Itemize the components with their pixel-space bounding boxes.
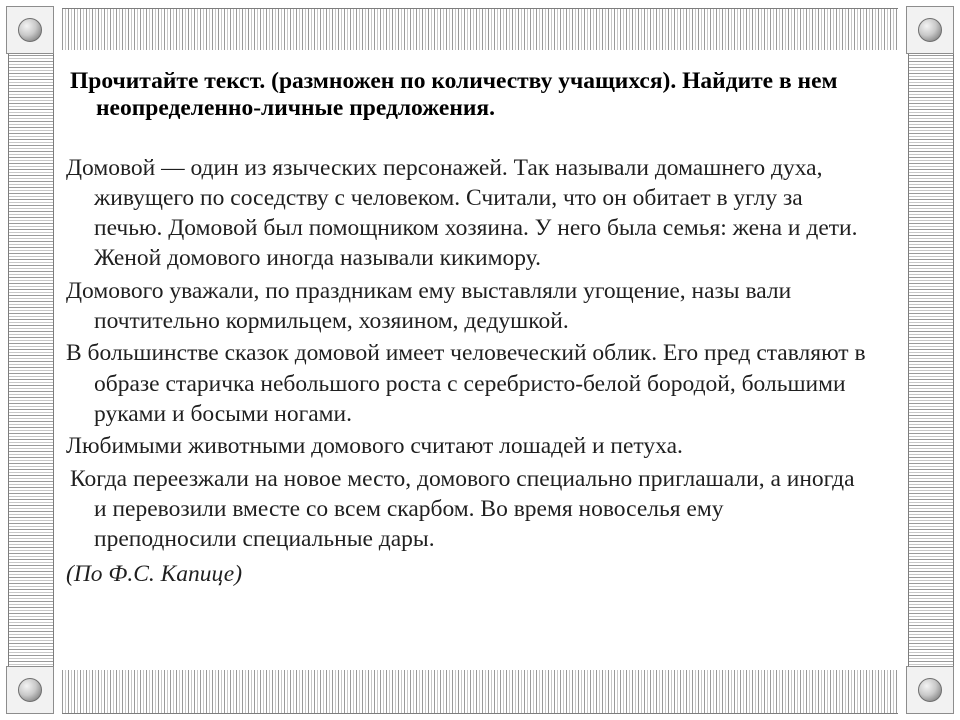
paragraph: Любимыми животными домового считают лошадей и петуха.: [66, 433, 683, 460]
corner-plate-top-left: [6, 6, 54, 54]
rivet-icon: [918, 18, 942, 42]
rivet-icon: [18, 678, 42, 702]
rivet-icon: [18, 18, 42, 42]
slide-title-line-2: в нем неопределенно-личные предложения.: [96, 68, 838, 122]
corner-plate-bottom-right: [906, 666, 954, 714]
frame-right-border: [908, 52, 954, 668]
paragraph: Когда переезжали на новое место, домового специально приглашали, а иногда и перевозили вместе со всем скарбом. Во время новоселья ему преподносили специальные дары.: [70, 465, 855, 553]
paragraph: В большинстве сказок домовой имеет человеческий облик. Его пред ставляют в образе старичка небольшого роста с серебристо-белой бородой, большими руками и босыми ногами.: [66, 340, 866, 427]
source-attribution: (По Ф.С. Капице): [66, 560, 243, 587]
paragraph: Домовой — один из языческих персонажей. Так называли домашнего духа, живущего по соседству с человеком. Считали, что он обитает в углу за печью. Домовой был помощником хозяина. У него была семья: жена и дети. Женой домового иногда называли кикимору.: [66, 154, 858, 272]
slide-title-line-1: Прочитайте текст. (размножен по количеству учащихся). Найдите: [70, 68, 774, 94]
rivet-icon: [918, 678, 942, 702]
frame-bottom-border: [62, 668, 898, 714]
slide-title: [70, 68, 870, 123]
paragraph: Домового уважали, по праздникам ему выставляли угощение, назы вали почтительно кормильцем, хозяином, дедушкой.: [66, 277, 792, 335]
slide-content: [56, 50, 904, 670]
corner-plate-top-right: [906, 6, 954, 54]
slide-body: [66, 153, 870, 589]
corner-plate-bottom-left: [6, 666, 54, 714]
frame-left-border: [8, 52, 54, 668]
frame-top-border: [62, 8, 898, 54]
